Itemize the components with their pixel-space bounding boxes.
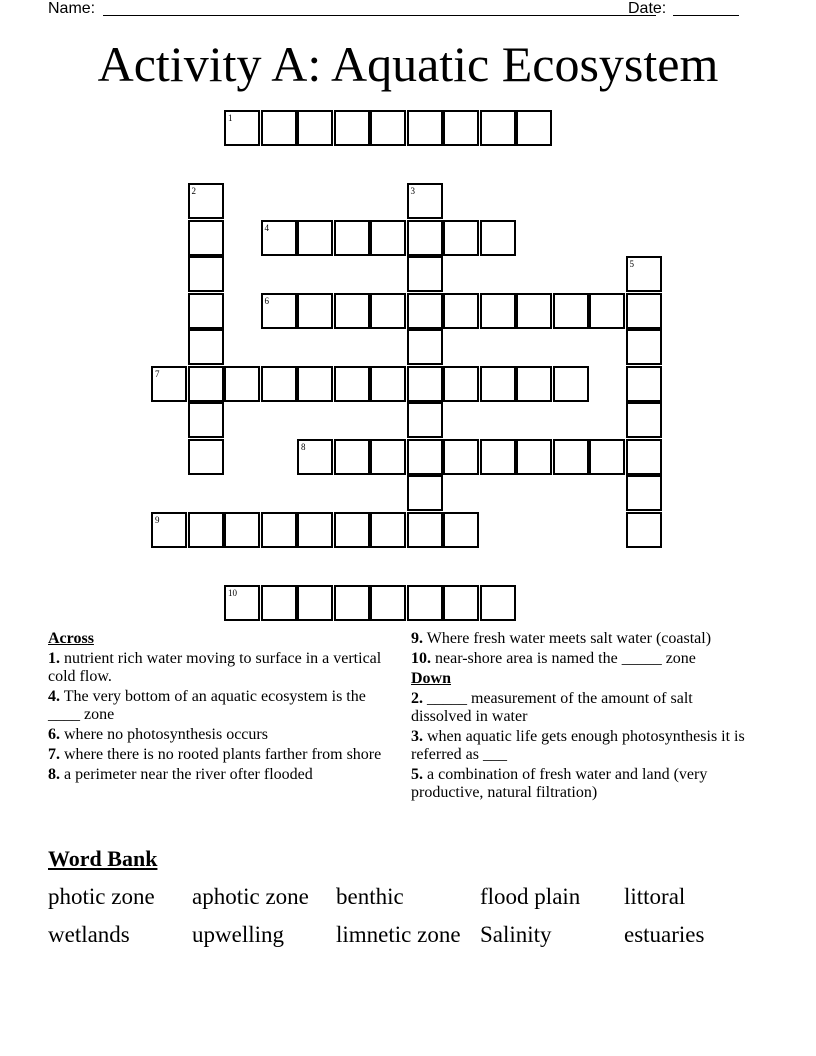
across-heading: Across xyxy=(48,630,94,647)
crossword-cell[interactable] xyxy=(261,110,297,146)
crossword-cell[interactable] xyxy=(261,293,297,329)
clues-left-column xyxy=(48,630,388,786)
crossword-cell[interactable] xyxy=(626,402,662,438)
word-bank-item: upwelling xyxy=(192,922,284,947)
clue-across-1: 1. nutrient rich water moving to surface in a vertical cold flow. xyxy=(48,650,382,685)
crossword-cell[interactable] xyxy=(443,585,479,621)
crossword-cell[interactable] xyxy=(626,329,662,365)
word-bank-item: aphotic zone xyxy=(192,884,309,909)
down-heading: Down xyxy=(411,670,452,687)
crossword-cell[interactable] xyxy=(407,329,443,365)
crossword-cell[interactable] xyxy=(480,293,516,329)
crossword-cell[interactable] xyxy=(334,585,370,621)
crossword-cell[interactable] xyxy=(553,439,589,475)
word-bank-item: limnetic zone xyxy=(336,922,461,947)
crossword-cell[interactable] xyxy=(334,110,370,146)
crossword-cell[interactable] xyxy=(188,402,224,438)
word-bank-item: benthic xyxy=(336,884,404,909)
crossword-cell[interactable] xyxy=(297,439,333,475)
crossword-cell[interactable] xyxy=(407,439,443,475)
crossword-cell[interactable] xyxy=(407,220,443,256)
crossword-cell[interactable] xyxy=(370,512,406,548)
crossword-cell[interactable] xyxy=(407,256,443,292)
crossword-cell[interactable] xyxy=(224,110,260,146)
clue-number: 1 xyxy=(228,113,233,123)
clue-number: 8 xyxy=(301,441,306,452)
clue-number: 10 xyxy=(228,587,237,598)
clue-down-2: 2. _____ measurement of the amount of salt dissolved in water xyxy=(411,690,693,725)
crossword-cell[interactable] xyxy=(370,293,406,329)
crossword-cell[interactable] xyxy=(553,366,589,402)
crossword-cell[interactable] xyxy=(370,366,406,402)
crossword-cell[interactable] xyxy=(224,512,260,548)
crossword-cell[interactable] xyxy=(407,366,443,402)
crossword-cell[interactable] xyxy=(188,293,224,329)
crossword-cell[interactable] xyxy=(334,512,370,548)
crossword-cell[interactable] xyxy=(516,110,552,146)
clue-number: 6 xyxy=(264,295,269,306)
crossword-cell[interactable] xyxy=(188,512,224,548)
clue-down-3: 3. when aquatic life gets enough photosynthesis it is referred as ___ xyxy=(411,728,745,763)
crossword-cell[interactable] xyxy=(188,329,224,365)
crossword-cell[interactable] xyxy=(516,293,552,329)
crossword-cell[interactable] xyxy=(188,256,224,292)
crossword-cell[interactable] xyxy=(297,293,333,329)
clue-across-8: 8. a perimeter near the river ofter flooded xyxy=(48,766,313,783)
word-bank-item: littoral xyxy=(624,884,686,909)
crossword-cell[interactable] xyxy=(443,293,479,329)
crossword-cell[interactable] xyxy=(188,220,224,256)
crossword-cell[interactable] xyxy=(443,366,479,402)
crossword-cell[interactable] xyxy=(370,220,406,256)
clue-across-6: 6. where no photosynthesis occurs xyxy=(48,726,268,743)
word-bank-title: Word Bank xyxy=(48,846,158,871)
crossword-cell[interactable] xyxy=(151,512,187,548)
clue-number: 4 xyxy=(264,222,269,233)
crossword-cell[interactable] xyxy=(297,512,333,548)
crossword-cell[interactable] xyxy=(188,366,224,402)
clue-across-10: 10. near-shore area is named the _____ zone xyxy=(411,650,696,667)
name-label: Name: xyxy=(48,0,96,17)
word-bank-item: Salinity xyxy=(480,922,552,947)
clue-number: 9 xyxy=(155,514,160,525)
crossword-cell[interactable] xyxy=(626,293,662,329)
crossword-cell[interactable] xyxy=(188,183,224,219)
clue-number: 5 xyxy=(629,259,634,269)
crossword-cell[interactable] xyxy=(407,402,443,438)
crossword-cell[interactable] xyxy=(407,183,443,219)
crossword-cell[interactable] xyxy=(297,585,333,621)
crossword-cell[interactable] xyxy=(297,220,333,256)
crossword-cell[interactable] xyxy=(626,512,662,548)
crossword-cell[interactable] xyxy=(334,439,370,475)
clue-across-4: 4. The very bottom of an aquatic ecosystem is the ____ zone xyxy=(48,688,366,723)
crossword-cell[interactable] xyxy=(589,439,625,475)
crossword-cell[interactable] xyxy=(443,439,479,475)
crossword-cell[interactable] xyxy=(188,439,224,475)
crossword-cell[interactable] xyxy=(480,366,516,402)
crossword-cell[interactable] xyxy=(261,585,297,621)
word-bank-item: wetlands xyxy=(48,922,130,947)
crossword-cell[interactable] xyxy=(516,366,552,402)
crossword-cell[interactable] xyxy=(224,366,260,402)
crossword-cell[interactable] xyxy=(480,110,516,146)
clue-down-5: 5. a combination of fresh water and land (very productive, natural filtration) xyxy=(411,766,708,801)
crossword-cell[interactable] xyxy=(261,220,297,256)
clues-right-column xyxy=(411,630,756,804)
page-title: Activity A: Aquatic Ecosystem xyxy=(97,36,719,92)
crossword-cell[interactable] xyxy=(407,512,443,548)
clue-number: 3 xyxy=(410,186,415,196)
word-bank-item: flood plain xyxy=(480,884,581,909)
crossword-cell[interactable] xyxy=(407,585,443,621)
crossword-cell[interactable] xyxy=(407,110,443,146)
crossword-cell[interactable] xyxy=(151,366,187,402)
crossword-cell[interactable] xyxy=(480,585,516,621)
crossword-cell[interactable] xyxy=(370,439,406,475)
crossword-cell[interactable] xyxy=(480,439,516,475)
crossword-cell[interactable] xyxy=(516,439,552,475)
crossword-cell[interactable] xyxy=(443,220,479,256)
crossword-cell[interactable] xyxy=(334,220,370,256)
crossword-cell[interactable] xyxy=(407,475,443,511)
crossword-cell[interactable] xyxy=(626,439,662,475)
crossword-cell[interactable] xyxy=(297,110,333,146)
clue-number: 7 xyxy=(155,368,160,379)
crossword-cell[interactable] xyxy=(334,293,370,329)
crossword-cell[interactable] xyxy=(370,110,406,146)
crossword-cell[interactable] xyxy=(334,366,370,402)
crossword-cell[interactable] xyxy=(443,110,479,146)
crossword-cell[interactable] xyxy=(480,220,516,256)
crossword-cell[interactable] xyxy=(261,366,297,402)
crossword-cell[interactable] xyxy=(626,475,662,511)
crossword-cell[interactable] xyxy=(589,293,625,329)
crossword-cell[interactable] xyxy=(626,366,662,402)
crossword-cell[interactable] xyxy=(370,585,406,621)
clue-across-9: 9. Where fresh water meets salt water (coastal) xyxy=(411,630,712,647)
crossword-cell[interactable] xyxy=(553,293,589,329)
clue-number: 2 xyxy=(191,186,196,196)
crossword-cell[interactable] xyxy=(224,585,260,621)
crossword-cell[interactable] xyxy=(297,366,333,402)
crossword-cell[interactable] xyxy=(626,256,662,292)
clue-across-7: 7. where there is no rooted plants farther from shore xyxy=(48,746,382,763)
crossword-cell[interactable] xyxy=(261,512,297,548)
crossword-cell[interactable] xyxy=(443,512,479,548)
word-bank-item: estuaries xyxy=(624,922,705,947)
date-label: Date: xyxy=(628,0,667,17)
word-bank-item: photic zone xyxy=(48,884,155,909)
crossword-cell[interactable] xyxy=(407,293,443,329)
